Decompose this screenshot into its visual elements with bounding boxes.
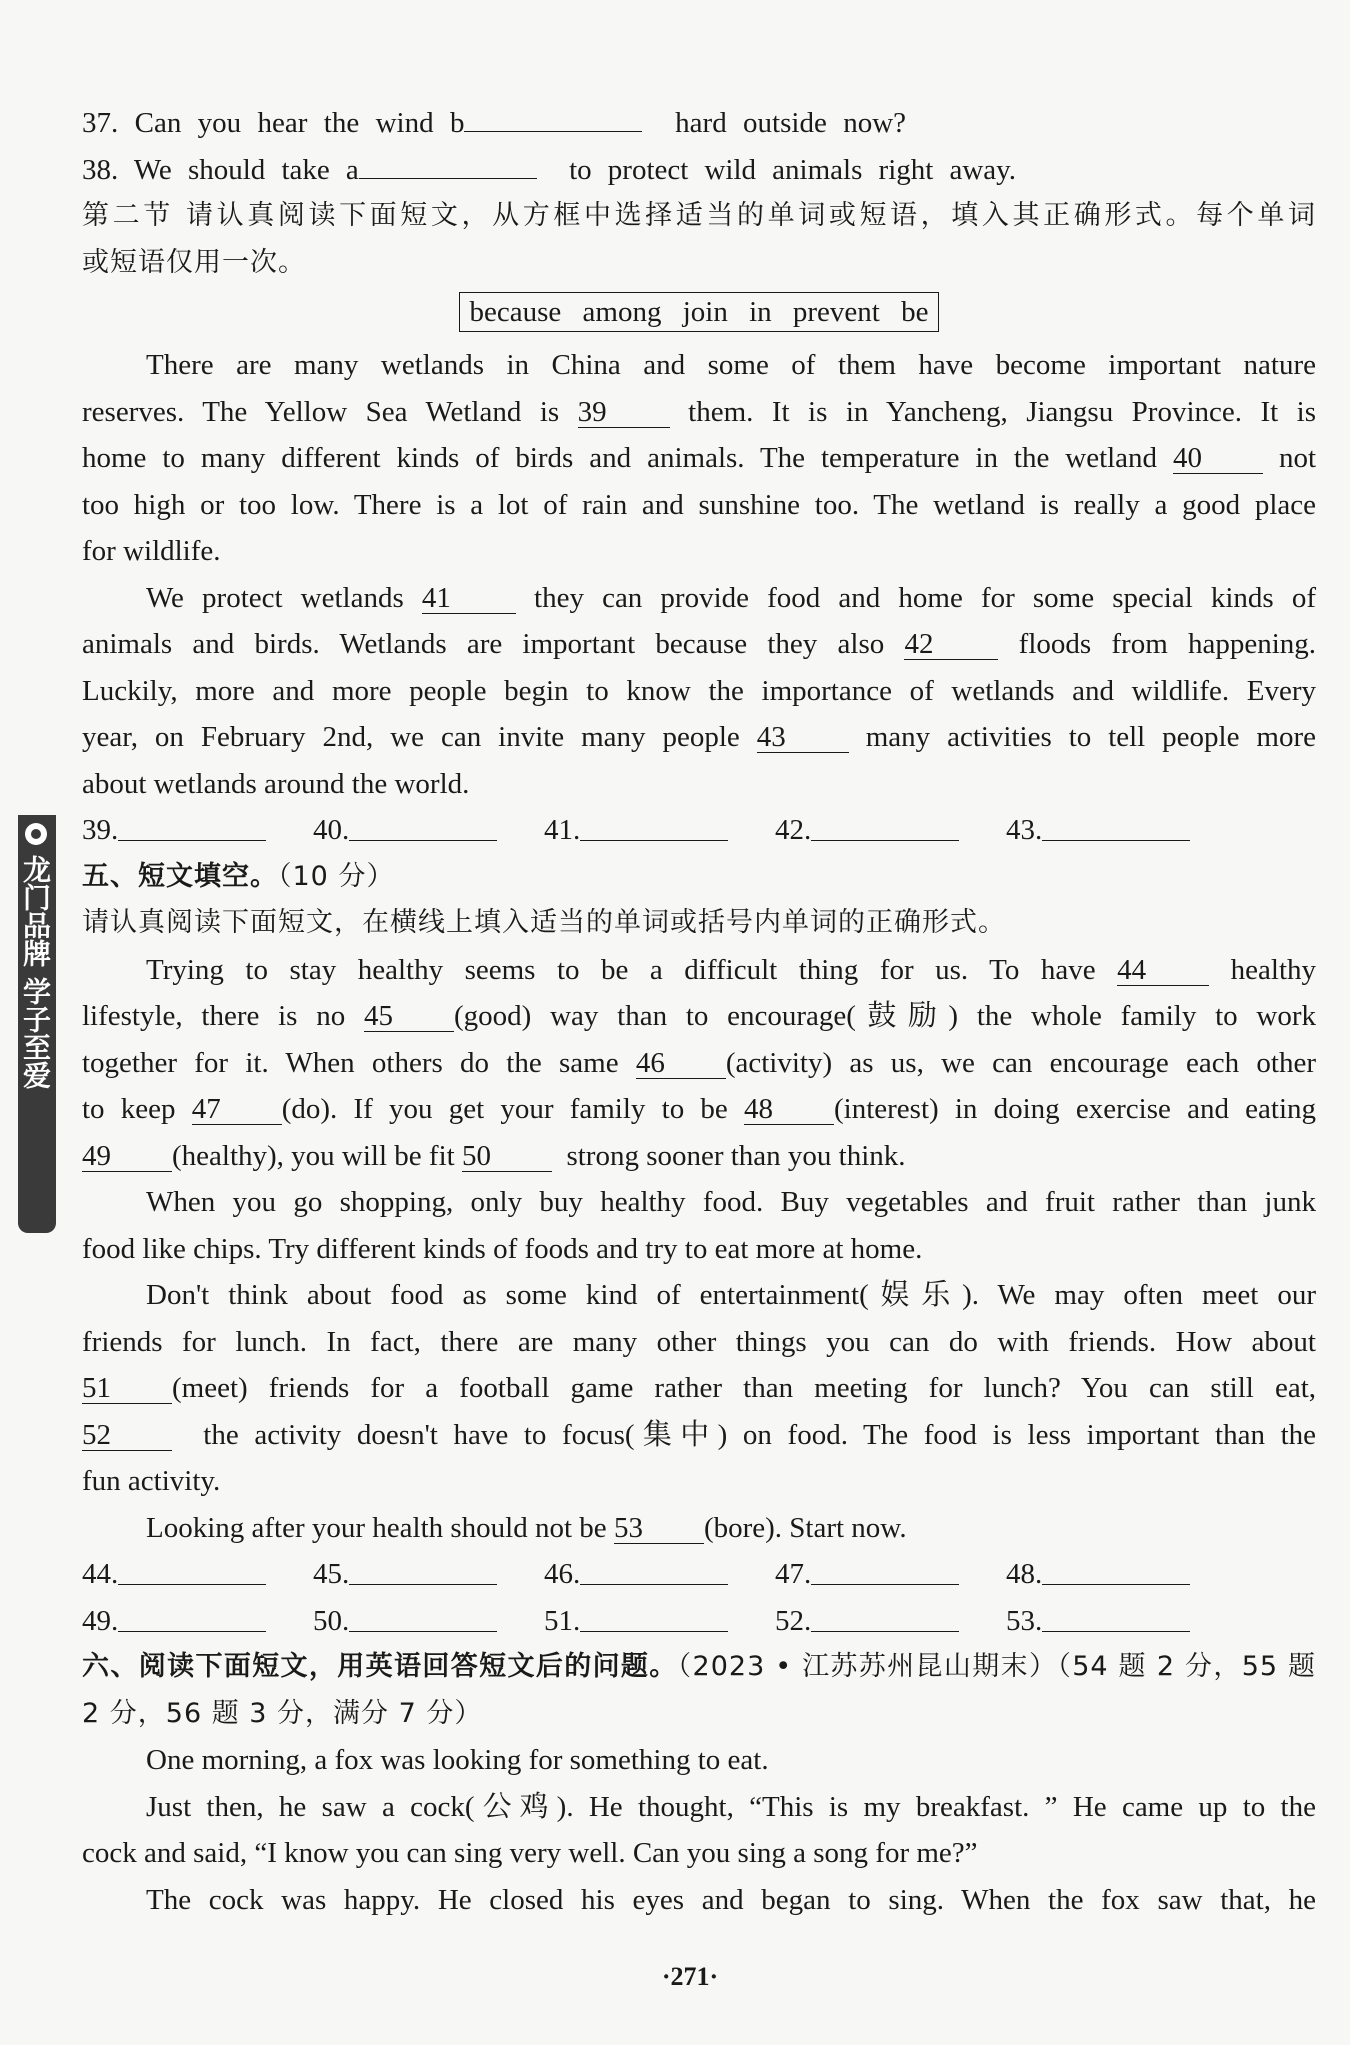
blank-53[interactable]: 53 [614,1513,704,1544]
section6-title: 六、阅读下面短文，用英语回答短文后的问题。 [82,1651,678,1682]
passage-line: cock and said, “I know you can sing very well. Can you sing a song for me?” [82,1837,978,1869]
passage-line: Trying to stay healthy seems to be a difficult thing for us. To have 44 healthy [146,953,1316,986]
section5-heading [82,854,1316,901]
section2-instruction-cont: 或短语仅用一次。 [82,246,306,278]
answer-line[interactable] [811,1584,959,1585]
answer-cell: 42. [775,807,1006,854]
passage-line: 51 (meet) friends for a football game rather than meeting for lunch? You can still eat, [82,1372,1316,1404]
passage-line: about wetlands around the world. [82,767,470,800]
passage-line: 49 (healthy), you will be fit 50 strong sooner than you think. [82,1139,906,1172]
blank-46[interactable]: 46 [636,1048,726,1079]
answer-cell: 49. [82,1598,313,1645]
answer-line[interactable] [811,1631,959,1632]
blank-51[interactable]: 51 [82,1373,172,1404]
passage-line: 52 the activity doesn't have to focus(集中) on food. The food is less important than the [82,1418,1317,1451]
answer-line[interactable] [580,1631,728,1632]
answer-cell: 48. [1006,1551,1237,1598]
answer-row-39-43 [82,807,1316,854]
answer-line-37[interactable] [464,131,642,132]
answer-line[interactable] [580,1584,728,1585]
blank-48[interactable]: 48 [744,1094,834,1125]
answer-row-49-53 [82,1598,1316,1645]
passage-line: One morning, a fox was looking for something to eat. [146,1744,769,1776]
answer-line[interactable] [1042,1631,1190,1632]
bullet-icon [25,823,47,845]
passage-line: Don't think about food as some kind of entertainment(娱乐). We may often meet our [146,1279,1316,1311]
blank-44[interactable]: 44 [1117,955,1209,986]
answer-line[interactable] [580,840,728,841]
passage-line: When you go shopping, only buy healthy food. Buy vegetables and fruit rather than junk [146,1186,1316,1218]
answer-cell: 44. [82,1551,313,1598]
question-38: 38. We should take a to protect wild animals right away. [82,153,1017,186]
passage-line: home to many different kinds of birds and animals. The temperature in the wetland 40 not [82,442,1316,474]
passage-line: year, on February 2nd, we can invite many people 43 many activities to tell people more [82,721,1317,753]
passage-line: The cock was happy. He closed his eyes and began to sing. When the fox saw that, he [146,1883,1316,1916]
blank-49[interactable]: 49 [82,1141,172,1172]
answer-cell: 41. [544,807,775,854]
passage-line: Looking after your health should not be 53 (bore). Start now. [146,1511,907,1544]
passage-line: reserves. The Yellow Sea Wetland is 39 them. It is in Yancheng, Jiangsu Province. It is [82,395,1317,428]
answer-line-38[interactable] [359,178,537,179]
answer-row-44-48 [82,1551,1316,1598]
answer-cell: 52. [775,1598,1006,1645]
section2-instruction: 第二节 请认真阅读下面短文，从方框中选择适当的单词或短语，填入其正确形式。每个单词 [82,200,1316,231]
answer-cell: 45. [313,1551,544,1598]
blank-45[interactable]: 45 [364,1001,454,1032]
passage-line: friends for lunch. In fact, there are many other things you can do with friends. How about [82,1325,1316,1358]
passage-line: too high or too low. There is a lot of rain and sunshine too. The wetland is really a good place [82,488,1316,521]
section5-title: 五、短文填空。 [82,860,278,892]
passage-line: Just then, he saw a cock(公鸡). He thought, “This is my breakfast. ” He came up to the [146,1790,1316,1823]
blank-41[interactable]: 41 [422,583,516,614]
blank-52[interactable]: 52 [82,1420,172,1451]
word-bank [82,292,1316,338]
word-bank-box: because among join in prevent be [459,292,940,332]
answer-cell: 53. [1006,1598,1237,1645]
answer-line[interactable] [349,1631,497,1632]
section6-meta-cont: 2 分，56 题 3 分，满分 7 分） [82,1697,483,1729]
blank-43[interactable]: 43 [757,722,849,753]
passage-line: food like chips. Try different kinds of foods and try to eat more at home. [82,1232,923,1265]
section6-meta: （2023 • 江苏苏州昆山期末）（54 题 2 分，55 题 [677,1651,1316,1682]
answer-cell: 46. [544,1551,775,1598]
section6-heading [82,1644,1316,1691]
question-37: 37. Can you hear the wind b hard outside now? [82,107,907,139]
passage-line: to keep 47 (do). If you get your family to be 48 (interest) in doing exercise and eating [82,1093,1317,1125]
answer-cell: 50. [313,1598,544,1645]
answer-line[interactable] [118,1584,266,1585]
section5-instruction: 请认真阅读下面短文，在横线上填入适当的单词或括号内单词的正确形式。 [82,907,1006,938]
passage-line: We protect wetlands 41 they can provide food and home for some special kinds of [146,581,1316,614]
blank-42[interactable]: 42 [904,629,998,660]
answer-line[interactable] [811,840,959,841]
answer-cell: 39. [82,807,313,854]
passage-line: animals and birds. Wetlands are important because they also 42 floods from happening. [82,628,1317,660]
section5-score: （10 分） [278,860,395,892]
passage-line: There are many wetlands in China and some of them have become important nature [146,349,1316,381]
answer-line[interactable] [1042,840,1190,841]
answer-cell: 43. [1006,807,1237,854]
passage-line: for wildlife. [82,535,221,567]
page-content [82,100,1316,1923]
answer-line[interactable] [1042,1584,1190,1585]
answer-line[interactable] [118,1631,266,1632]
side-brand-text: 龙门品牌 学子至爱 [19,855,52,1089]
answer-cell: 47. [775,1551,1006,1598]
answer-cell: 51. [544,1598,775,1645]
blank-50[interactable]: 50 [462,1141,552,1172]
passage-line: lifestyle, there is no 45 (good) way than to encourage(鼓励) the whole family to work [82,1000,1317,1032]
passage-line: Luckily, more and more people begin to know the importance of wetlands and wildlife. Every [82,674,1316,707]
blank-39[interactable]: 39 [578,397,670,428]
answer-line[interactable] [349,840,497,841]
side-brand-tab [18,815,56,1233]
passage-line: fun activity. [82,1465,221,1497]
blank-40[interactable]: 40 [1173,443,1263,474]
answer-line[interactable] [118,840,266,841]
answer-cell: 40. [313,807,544,854]
blank-47[interactable]: 47 [192,1094,282,1125]
answer-line[interactable] [349,1584,497,1585]
page-number: ·271· [661,1962,719,1991]
passage-line: together for it. When others do the same 46 (activity) as us, we can encourage each other [82,1046,1316,1079]
